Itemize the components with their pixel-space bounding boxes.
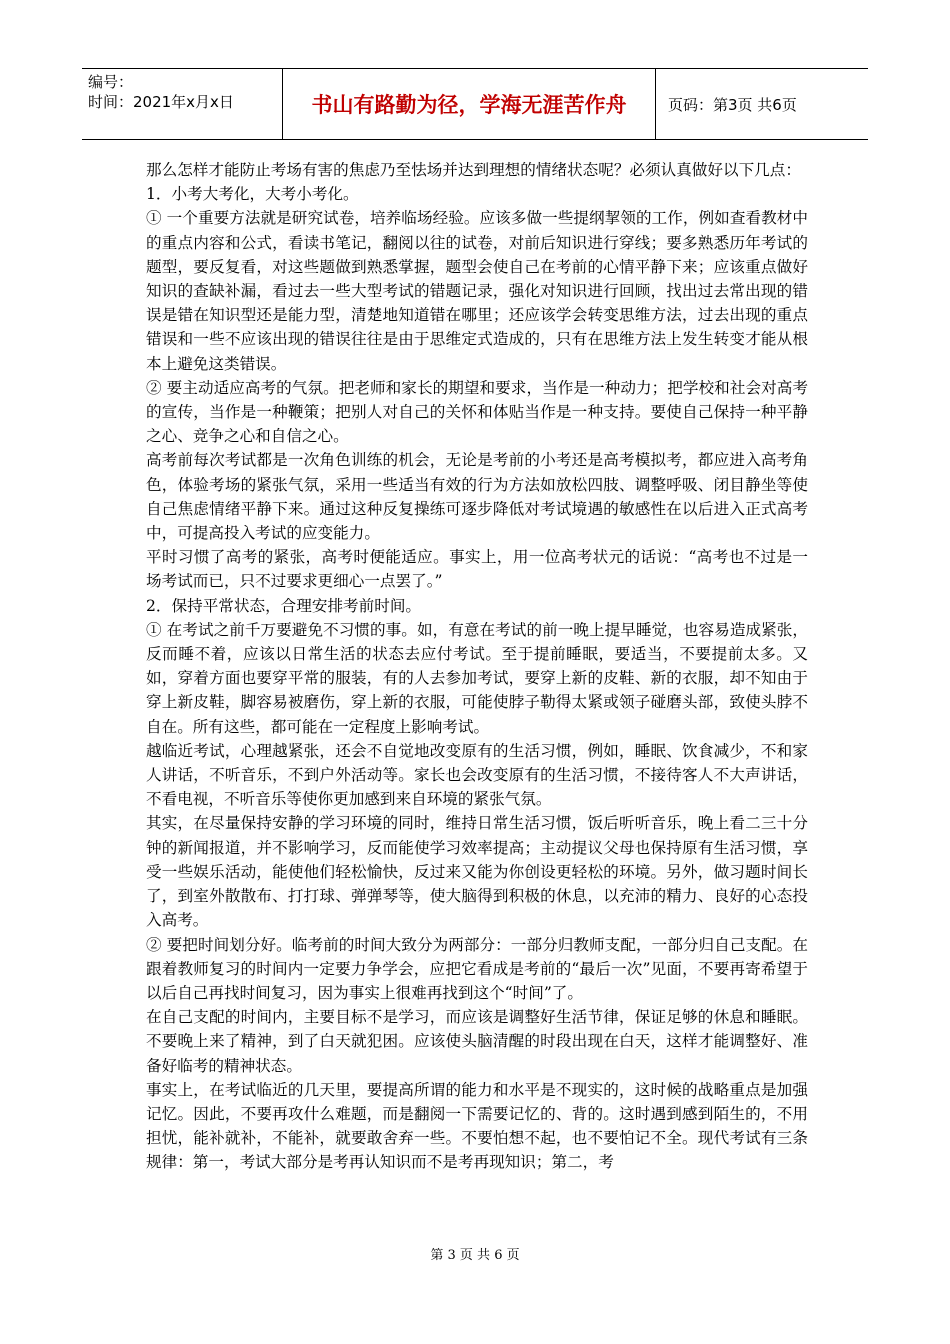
paragraph: 平时习惯了高考的紧张，高考时便能适应。事实上，用一位高考状元的话说：“高考也不过是一场考试而已，只不过要求更细心一点罢了。” (146, 548, 808, 591)
section-heading: 2．保持平常状态，合理安排考前时间。 (146, 596, 422, 615)
paragraph: ① 一个重要方法就是研究试卷，培养临场经验。应该多做一些提纲挈领的工作，例如查看教材中的重点内容和公式，看读书笔记，翻阅以往的试卷，对前后知识进行穿线；要多熟悉历年考试的题型，要反复看，对这些题做到熟悉掌握，题型会使自己在考前的心情平静下来；应该重点做好知识的查缺补漏，看过去一些大型考试的错题记录，强化对知识进行回顾，找出过去常出现的错误是错在知识型还是能力型，清楚地知道错在哪里；还应该学会转变思维方法，过去出现的重点错误和一些不应该出现的错误往往是由于思维定式造成的，只有在思维方法上发生转变才能从根本上避免这类错误。 (146, 209, 808, 373)
paragraph: 其实，在尽量保持安静的学习环境的同时，维持日常生活习惯，饭后听听音乐，晚上看二三十分钟的新闻报道，并不影响学习，反而能使学习效率提高；主动提议父母也保持原有生活习惯，享受一些娱乐活动，能使他们轻松愉快，反过来又能为你创设更轻松的环境。另外，做习题时间长了，到室外散散布、打打球、弹弹琴等，使大脑得到积极的休息，以充沛的精力、良好的心态投入高考。 (146, 814, 808, 930)
paragraph: 在自己支配的时间内，主要目标不是学习，而应该是调整好生活节律，保证足够的休息和睡眠。不要晚上来了精神，到了白天就犯困。应该使头脑清醒的时段出现在白天，这样才能调整好、准备好临考的精神状态。 (146, 1008, 808, 1075)
paragraph: 那么怎样才能防止考场有害的焦虑乃至怯场并达到理想的情绪状态呢？必须认真做好以下几点： (146, 161, 801, 179)
page-footer: 第 3 页 共 6 页 (430, 1248, 520, 1263)
date-label: 时间：2021年x月x日 (88, 93, 234, 111)
section-heading: 1．小考大考化，大考小考化。 (146, 185, 359, 204)
paragraph: ② 要主动适应高考的气氛。把老师和家长的期望和要求，当作是一种动力；把学校和社会对高考的宣传，当作是一种鞭策；把别人对自己的关怀和体贴当作是一种支持。要使自己保持一种平静之心、竞争之心和自信之心。 (146, 378, 808, 446)
paragraph: ② 要把时间划分好。临考前的时间大致分为两部分：一部分归教师支配，一部分归自己支配。在跟着教师复习的时间内一定要力争学会，应把它看成是考前的“最后一次”见面，不要再寄希望于以后自己再找时间复习，因为事实上很难再找到这个“时间”了。 (146, 935, 808, 1002)
header-page-info: 页码：第3页 共6页 (668, 95, 797, 114)
document-body (146, 158, 808, 1175)
code-label: 编号： (88, 73, 134, 91)
paragraph: 事实上，在考试临近的几天里，要提高所谓的能力和水平是不现实的，这时候的战略重点是加强记忆。因此，不要再攻什么难题，而是翻阅一下需要记忆的、背的。这时遇到感到陌生的，不用担忧，能补就补，不能补，就要敢舍弃一些。不要怕想不起，也不要怕记不全。现代考试有三条规律：第一，考试大部分是考再认知识而不是考再现知识；第二，考 (146, 1080, 808, 1172)
paragraph: 越临近考试，心理越紧张，还会不自觉地改变原有的生活习惯，例如，睡眠、饮食减少，不和家人讲话，不听音乐，不到户外活动等。家长也会改变原有的生活习惯，不接待客人不大声讲话，不看电视，不听音乐等使你更加感到来自环境的紧张气氛。 (146, 741, 808, 809)
header-motto: 书山有路勤为径，学海无涯苦作舟 (282, 69, 656, 139)
paragraph: ① 在考试之前千万要避免不习惯的事。如，有意在考试的前一晚上提早睡觉，也容易造成紧张，反而睡不着，应该以日常生活的状态去应付考试。至于提前睡眠，要适当，不要提前太多。又如，穿着方面也要穿平常的服装，有的人去参加考试，要穿上新的皮鞋、新的衣服，却不知由于穿上新皮鞋，脚容易被磨伤，穿上新的衣服，可能使脖子勒得太紧或领子碰磨头部，致使头脖不自在。所有这些，都可能在一定程度上影响考试。 (146, 620, 808, 736)
paragraph: 高考前每次考试都是一次角色训练的机会，无论是考前的小考还是高考模拟考，都应进入高考角色，体验考场的紧张气氛，采用一些适当有效的行为方法如放松四肢、调整呼吸、闭目静坐等使自己焦虑情绪平静下来。通过这种反复操练可逐步降低对考试境遇的敏感性在以后进入正式高考中，可提高投入考试的应变能力。 (146, 451, 808, 543)
header-info-cell (82, 69, 282, 139)
page-header (82, 68, 868, 140)
